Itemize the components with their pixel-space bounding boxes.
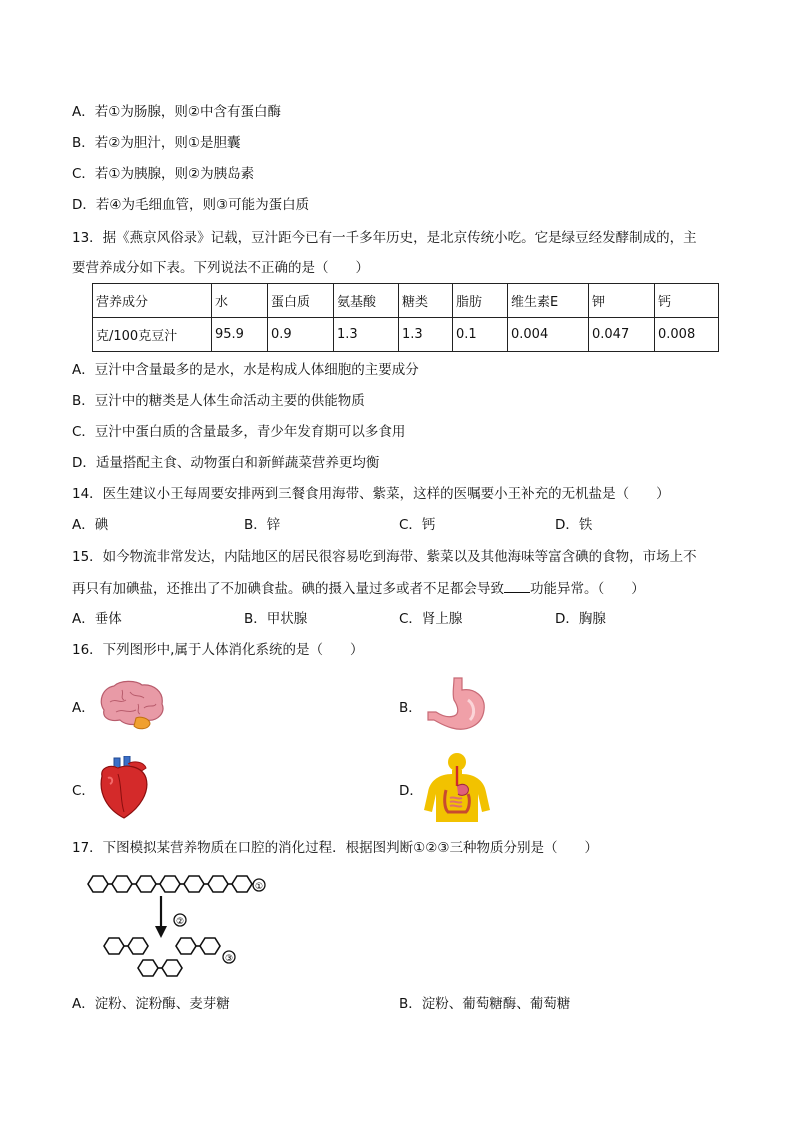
table-cell: 钾	[589, 284, 655, 318]
table-cell: 糖类	[399, 284, 453, 318]
q15-option-d: D．胸腺	[555, 611, 606, 627]
label-2: ②	[175, 917, 185, 927]
table-cell: 1.3	[334, 318, 399, 352]
heart-image	[94, 756, 152, 820]
q13-option-d: D．适量搭配主食、动物蛋白和新鲜蔬菜营养更均衡	[72, 455, 380, 471]
q15-stem-part-a: 再只有加碘盐，还推出了不加碘食盐。碘的摄入量过多或者不足都会导致	[72, 581, 504, 597]
q14-option-b: B．锌	[244, 517, 281, 533]
table-cell: 0.9	[268, 318, 334, 352]
answer-blank	[504, 578, 530, 593]
q14-option-c: C．钙	[399, 517, 436, 533]
q12-option-c: C．若①为胰腺，则②为胰岛素	[72, 166, 255, 182]
q17-option-b: B．淀粉、葡萄糖酶、葡萄糖	[399, 996, 571, 1012]
stomach-image	[424, 676, 490, 736]
nutrition-table	[92, 283, 719, 352]
table-cell: 水	[212, 284, 268, 318]
table-cell: 1.3	[399, 318, 453, 352]
q15-option-c: C．肾上腺	[399, 611, 463, 627]
q12-option-b: B．若②为胆汁，则①是胆囊	[72, 135, 241, 151]
table-cell: 蛋白质	[268, 284, 334, 318]
q16-stem: 16．下列图形中,属于人体消化系统的是（ ）	[72, 642, 364, 658]
q13-option-b: B．豆汁中的糖类是人体生命活动主要的供能物质	[72, 393, 365, 409]
table-header-row	[93, 284, 719, 318]
label-1: ①	[254, 882, 264, 892]
q15-stem-part-b: 功能异常。（ ）	[530, 581, 645, 597]
digestive-system-image	[422, 752, 492, 822]
table-cell: 维生素E	[508, 284, 589, 318]
table-cell: 氨基酸	[334, 284, 399, 318]
q16-option-c: C．	[72, 783, 95, 799]
table-cell: 钙	[655, 284, 719, 318]
q15-option-a: A．垂体	[72, 611, 122, 627]
q16-option-a: A．	[72, 700, 95, 716]
table-cell: 0.004	[508, 318, 589, 352]
q15-stem-line1: 15．如今物流非常发达，内陆地区的居民很容易吃到海带、紫菜以及其他海味等富含碘的食物，市场上不	[72, 549, 697, 565]
q15-stem-line2	[72, 578, 645, 599]
table-cell: 0.008	[655, 318, 719, 352]
brain-image	[96, 680, 168, 732]
q14-stem: 14．医生建议小王每周要安排两到三餐食用海带、紫菜，这样的医嘱要小王补充的无机盐是（ ）	[72, 486, 670, 502]
table-cell: 克/100克豆汁	[93, 318, 212, 352]
label-3: ③	[224, 954, 234, 964]
table-cell: 脂肪	[453, 284, 508, 318]
q13-stem-line1: 13．据《燕京风俗录》记载，豆汁距今已有一千多年历史，是北京传统小吃。它是绿豆经发酵制成的，主	[72, 230, 697, 246]
table-cell: 0.047	[589, 318, 655, 352]
q16-option-b: B．	[399, 700, 422, 716]
starch-chain	[88, 876, 252, 892]
q13-stem-line2: 要营养成分如下表。下列说法不正确的是（ ）	[72, 260, 369, 276]
q14-option-a: A．碘	[72, 517, 109, 533]
q12-option-a: A．若①为肠腺，则②中含有蛋白酶	[72, 104, 281, 120]
q17-option-a: A．淀粉、淀粉酶、麦芽糖	[72, 996, 230, 1012]
q13-option-a: A．豆汁中含量最多的是水，水是构成人体细胞的主要成分	[72, 362, 419, 378]
q12-option-d: D．若④为毛细血管，则③可能为蛋白质	[72, 197, 310, 213]
q16-option-d: D．	[399, 783, 423, 799]
q15-option-b: B．甲状腺	[244, 611, 308, 627]
q17-stem: 17．下图模拟某营养物质在口腔的消化过程．根据图判断①②③三种物质分别是（ ）	[72, 840, 598, 856]
table-cell: 95.9	[212, 318, 268, 352]
arrow-head	[155, 926, 167, 938]
table-row	[93, 318, 719, 352]
q13-option-c: C．豆汁中蛋白质的含量最多，青少年发育期可以多食用	[72, 424, 406, 440]
q14-option-d: D．铁	[555, 517, 593, 533]
maltose-units	[104, 938, 220, 976]
starch-digestion-diagram	[82, 868, 272, 986]
table-cell: 营养成分	[93, 284, 212, 318]
table-cell: 0.1	[453, 318, 508, 352]
